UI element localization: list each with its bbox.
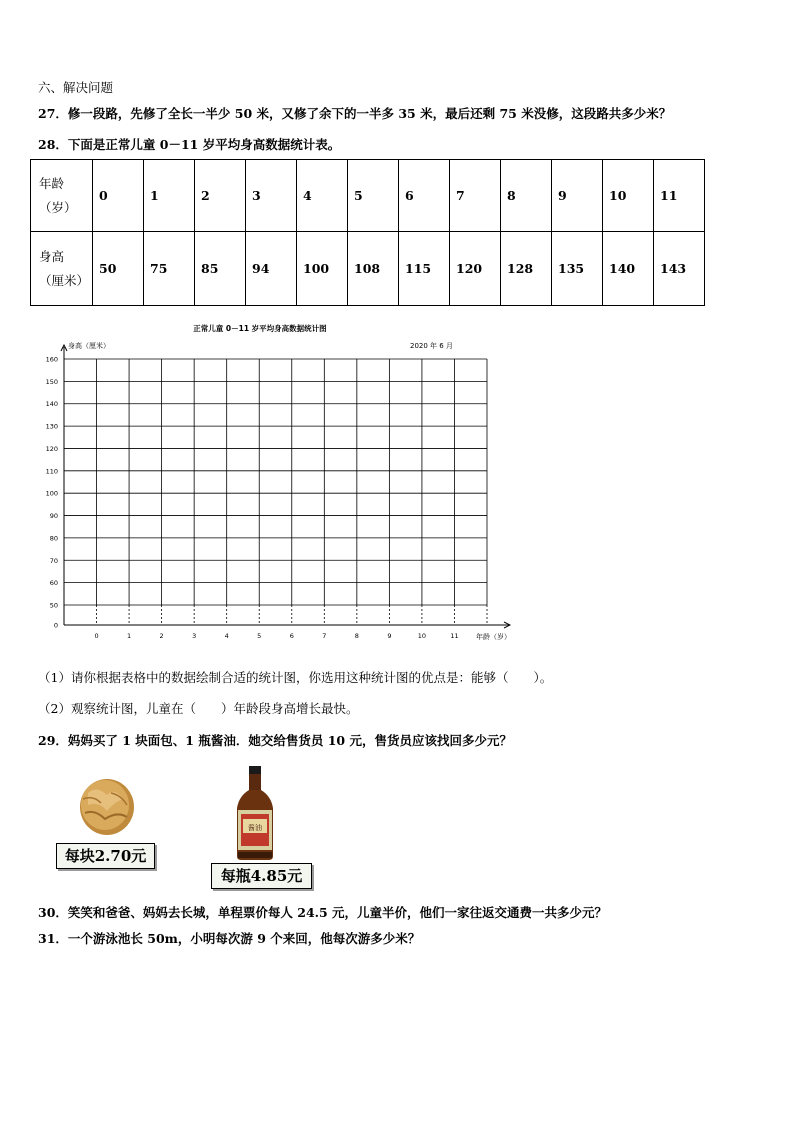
age-cell: 10 [603,160,654,232]
chart-date-label: 2020 年 6 月 [410,342,453,350]
question-28-part-1: （1）请你根据表格中的数据绘制合适的统计图，你选用这种统计图的优点是：能够（ ）。 [38,670,553,685]
y-tick-label: 90 [49,512,58,521]
question-29: 29．妈妈买了 1 块面包、1 瓶酱油．她交给售货员 10 元，售货员应该找回多少元？ [38,733,512,748]
y-tick-label: 110 [45,467,58,476]
y-tick-label: 80 [49,534,58,543]
height-cell: 75 [144,232,195,306]
y-tick-label: 130 [45,422,58,431]
soy-sauce-bottle-icon [225,764,285,862]
height-cell: 50 [93,232,144,306]
bread-icon [55,765,155,840]
age-cell: 11 [654,160,705,232]
height-header-unit: （厘米） [39,272,90,288]
age-cell: 6 [399,160,450,232]
question-31: 31．一个游泳池长 50m，小明每次游 9 个来回，他每次游多少米？ [38,931,421,946]
age-cell: 1 [144,160,195,232]
height-header-cell [31,232,93,306]
x-tick-label: 8 [354,632,359,640]
height-data-table [30,159,705,306]
age-cell: 8 [501,160,552,232]
height-cell: 135 [552,232,603,306]
x-tick-label: 4 [224,632,229,640]
y-tick-label: 120 [45,444,58,453]
y-tick-label: 100 [45,489,58,498]
y-tick-label: 160 [45,355,58,364]
x-tick-label: 0 [94,632,99,640]
height-cell: 140 [603,232,654,306]
chart-xlabel: 年龄（岁） [476,633,511,641]
y-tick-label: 60 [49,579,58,588]
chart-ylabel: 身高（厘米） [68,342,110,350]
y-tick-label: 50 [49,601,58,610]
height-line-chart [30,318,530,648]
question-28-part-2: （2）观察统计图，儿童在（ ）年龄段身高增长最快。 [38,701,359,716]
question-27: 27．修一段路，先修了全长一半少 50 米，又修了余下的一半多 35 米，最后还剩 75 米没修，这段路共多少米？ [38,106,672,121]
height-row [31,232,705,306]
age-cell: 9 [552,160,603,232]
height-cell: 120 [450,232,501,306]
age-cell: 4 [297,160,348,232]
bread-price-tag: 每块2.70元 [56,843,155,869]
height-header-label: 身高 [39,248,65,264]
chart-title: 正常儿童 0－11 岁平均身高数据统计图 [193,324,327,333]
x-tick-label: 6 [289,632,294,640]
y-tick-label: 70 [49,556,58,565]
age-cell: 0 [93,160,144,232]
height-cell: 128 [501,232,552,306]
x-tick-label: 5 [257,632,262,640]
soy-sauce-label: 酱油 [248,824,262,832]
age-cell: 2 [195,160,246,232]
question-28: 28．下面是正常儿童 0－11 岁平均身高数据统计表。 [38,137,341,152]
soy-sauce-image [225,764,285,866]
height-cell: 85 [195,232,246,306]
height-cell: 100 [297,232,348,306]
height-cell: 143 [654,232,705,306]
age-cell: 3 [246,160,297,232]
age-header-cell [31,160,93,232]
x-tick-label: 7 [322,632,327,640]
bread-image [55,765,155,844]
y-tick-label: 150 [45,377,58,386]
age-row [31,160,705,232]
y-tick-label: 0 [53,621,58,630]
age-header-label: 年龄 [39,175,65,191]
x-tick-label: 11 [450,632,459,640]
x-tick-label: 9 [387,632,392,640]
x-tick-label: 10 [417,632,427,640]
age-header-unit: （岁） [39,199,77,215]
x-tick-label: 3 [192,632,197,640]
age-cell: 7 [450,160,501,232]
height-cell: 108 [348,232,399,306]
height-cell: 94 [246,232,297,306]
x-tick-label: 2 [159,632,164,640]
y-tick-label: 140 [45,400,58,409]
height-cell: 115 [399,232,450,306]
section-title: 六、解决问题 [38,80,114,95]
question-30: 30．笑笑和爸爸、妈妈去长城，单程票价每人 24.5 元，儿童半价，他们一家往返交通费一共多少元？ [38,905,608,920]
age-cell: 5 [348,160,399,232]
soy-sauce-price-tag: 每瓶4.85元 [211,863,312,889]
x-tick-label: 1 [127,632,132,640]
